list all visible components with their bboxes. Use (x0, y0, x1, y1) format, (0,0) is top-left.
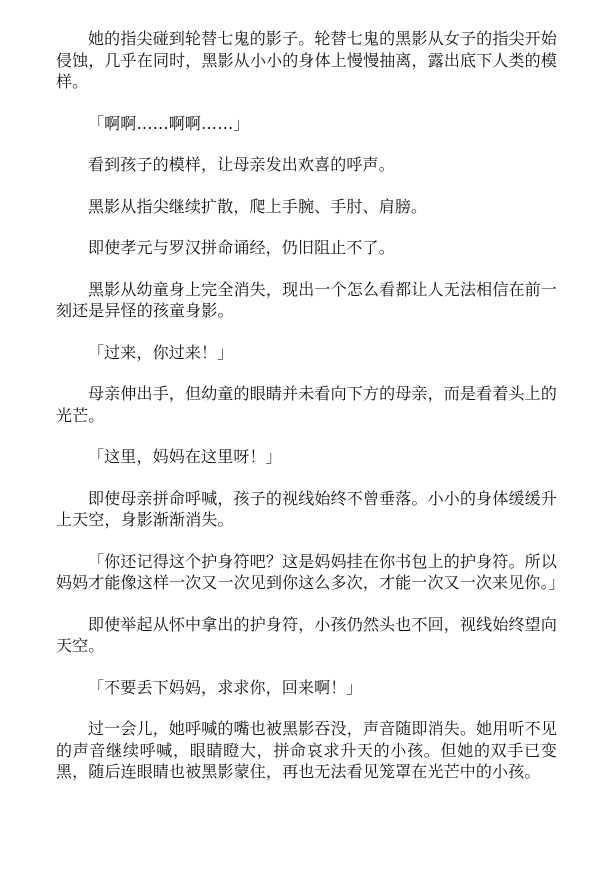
paragraph-2: 「啊啊……啊啊……」 (88, 113, 250, 133)
paragraph-3: 看到孩子的模样，让母亲发出欢喜的呼声。 (88, 155, 395, 174)
paragraph-13: 「不要丢下妈妈，求求你，回来啊！」 (88, 677, 363, 697)
paragraph-11: 「你还记得这个护身符吧？这是妈妈挂在你书包上的护身符。所以妈妈才能像这样一次又一次见到你这么多次，才能一次又一次来见你。」 (56, 551, 565, 592)
paragraph-9: 「这里，妈妈在这里呀！」 (88, 447, 282, 466)
paragraph-5: 即使孝元与罗汉拼命诵经，仍旧阻止不了。 (88, 238, 395, 257)
paragraph-1: 她的指尖碰到轮替七鬼的影子。轮替七鬼的黑影从女子的指尖开始侵蚀，几乎在同时，黑影从小小的身体上慢慢抽离，露出底下人类的模样。 (56, 29, 557, 91)
paragraph-4: 黑影从指尖继续扩散，爬上手腕、手肘、肩膀。 (88, 196, 428, 216)
paragraph-6: 黑影从幼童身上完全消失，现出一个怎么看都让人无法相信在前一刻还是异怪的孩童身影。 (56, 279, 557, 320)
paragraph-14: 过一会儿，她呼喊的嘴也被黑影吞没，声音随即消失。她用听不见的声音继续呼喊，眼睛瞪大，拼命哀求升天的小孩。但她的双手已变黑，随后连眼睛也被黑影蒙住，再也无法看见笼罩在光芒中的小孩。 (56, 719, 557, 781)
paragraph-7: 「过来，你过来！」 (88, 342, 234, 362)
paragraph-8: 母亲伸出手，但幼童的眼睛并未看向下方的母亲，而是看着头上的光芒。 (56, 384, 557, 425)
paragraph-12: 即使举起从怀中拿出的护身符，小孩仍然头也不回，视线始终望向天空。 (56, 614, 557, 655)
paragraph-10: 即使母亲拼命呼喊，孩子的视线始终不曾垂落。小小的身体缓缓升上天空，身影渐渐消失。 (56, 488, 557, 529)
